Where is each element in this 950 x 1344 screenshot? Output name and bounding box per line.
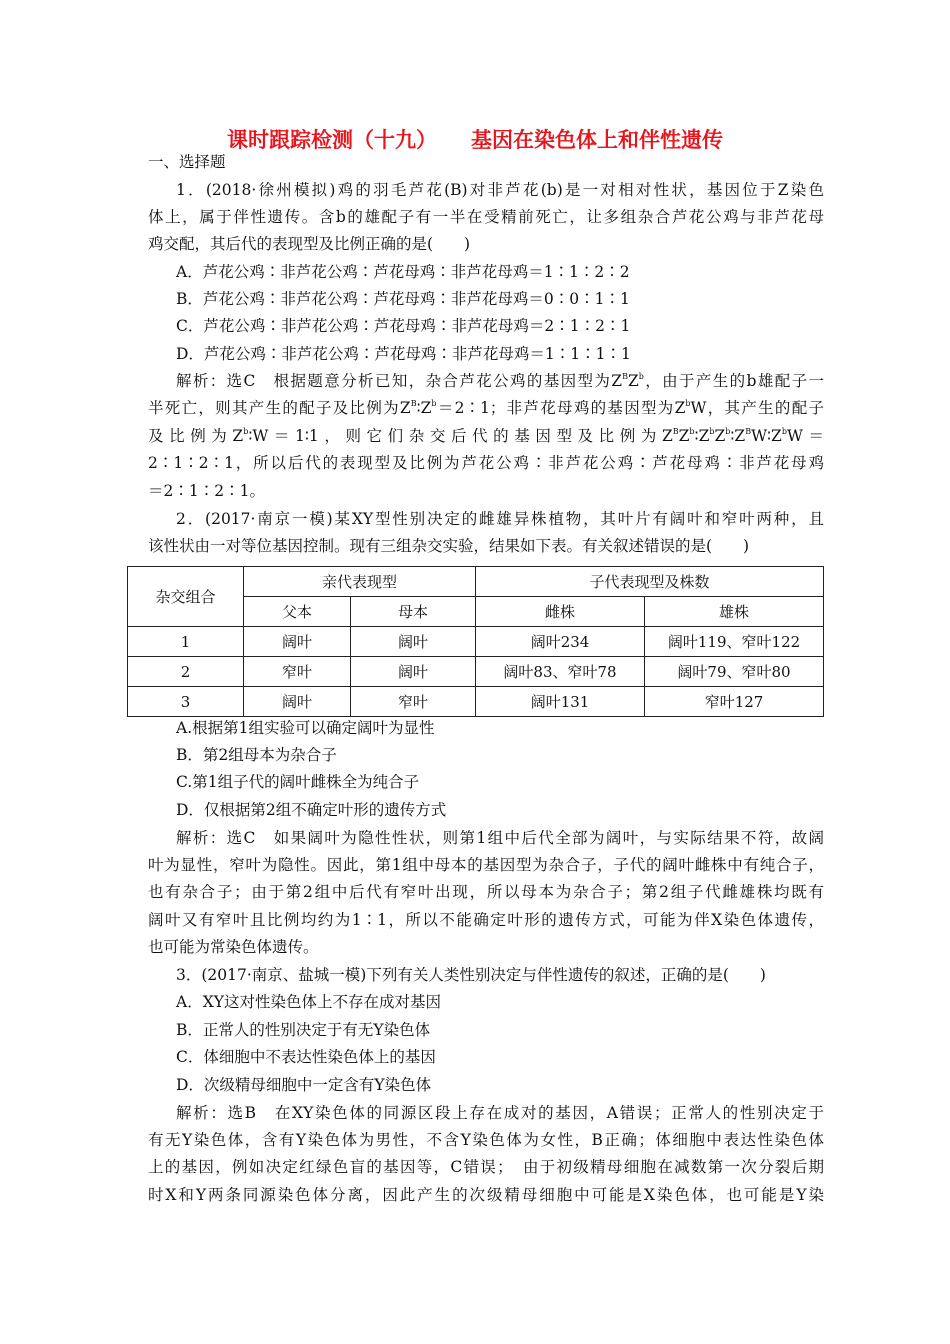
table-header-offspring: 子代表现型及株数 <box>476 567 824 597</box>
page-title <box>0 124 950 154</box>
q2-analysis-line: 阔叶又有窄叶且比例均约为1∶1，所以不能确定叶形的遗传方式，可能为伴X染色体遗传， <box>148 911 824 929</box>
q1-option-d: D．芦花公鸡∶非芦花公鸡∶芦花母鸡∶非芦花母鸡＝1∶1∶1∶1 <box>176 345 631 363</box>
table-cell: 阔叶131 <box>476 687 645 717</box>
table-header-female: 雌株 <box>476 597 645 627</box>
table-cell: 阔叶 <box>244 627 351 657</box>
q3-option-c: C．体细胞中不表达性染色体上的基因 <box>176 1048 436 1066</box>
table-cell: 阔叶 <box>351 627 476 657</box>
q2-option-c: C.第1组子代的阔叶雌株全为纯合子 <box>176 773 420 791</box>
table-cell: 窄叶127 <box>645 687 824 717</box>
title-main: 课时跟踪检测（十九） <box>227 128 437 152</box>
table-cell: 阔叶 <box>351 657 476 687</box>
table-cell: 1 <box>128 627 244 657</box>
q3-option-d: D．次级精母细胞中一定含有Y染色体 <box>176 1076 432 1094</box>
table-row <box>128 687 824 717</box>
table-cell: 阔叶83、窄叶78 <box>476 657 645 687</box>
q1-option-b: B．芦花公鸡∶非芦花公鸡∶芦花母鸡∶非芦花母鸡＝0∶0∶1∶1 <box>176 290 630 308</box>
q3-option-a: A．XY这对性染色体上不存在成对基因 <box>176 993 441 1011</box>
q3-analysis-line: 时X和Y两条同源染色体分离，因此产生的次级精母细胞中可能是X染色体，也可能是Y染 <box>148 1186 824 1204</box>
q1-option-c: C．芦花公鸡∶非芦花公鸡∶芦花母鸡∶非芦花母鸡＝2∶1∶2∶1 <box>176 317 631 335</box>
q1-analysis-line: 解析：选C 根据题意分析已知，杂合芦花公鸡的基因型为$Z^BZ^b$，由于产生的b雄配子一 <box>176 372 824 390</box>
table-cell: 3 <box>128 687 244 717</box>
q1-option-a: A．芦花公鸡∶非芦花公鸡∶芦花母鸡∶非芦花母鸡＝1∶1∶2∶2 <box>176 263 630 281</box>
q1-stem-line: 1．(2018·徐州模拟)鸡的羽毛芦花(B)对非芦花(b)是一对相对性状，基因位于Z染色 <box>176 181 824 199</box>
cross-results-table <box>127 566 824 717</box>
q2-stem-line: 该性状由一对等位基因控制。现有三组杂交实验，结果如下表。有关叙述错误的是( ) <box>148 537 750 555</box>
q2-analysis-line: 也可能为常染色体遗传。 <box>148 938 319 956</box>
q3-analysis-line: 上的基因，例如决定红绿色盲的基因等，C错误； 由于初级精母细胞在减数第一次分裂后期 <box>148 1158 824 1176</box>
q2-analysis-line: 也有杂合子；由于第2组中后代有窄叶出现，所以母本为杂合子；第2组子代雌雄株均既有 <box>148 883 824 901</box>
q1-analysis-line: 及比例为$Z^b∶W=1∶1$，则它们杂交后代的基因型及比例为$Z^BZ^b∶Z^bZ^b∶Z^BW∶Z^bW=$ <box>148 427 825 445</box>
q1-analysis-line: 半死亡，则其产生的配子及比例为$Z^B∶Z^b=2∶1$；非芦花母鸡的基因型为$Z^bW$，其产生的配子 <box>148 399 824 417</box>
q3-analysis-line: 有无Y染色体，含有Y染色体为男性，不含Y染色体为女性，B正确；体细胞中表达性染色体 <box>148 1131 824 1149</box>
table-header-father: 父本 <box>244 597 351 627</box>
q2-analysis-line: 解析：选C 如果阔叶为隐性性状，则第1组中后代全部为阔叶，与实际结果不符，故阔 <box>176 829 824 847</box>
table-cell: 2 <box>128 657 244 687</box>
table-cell: 阔叶79、窄叶80 <box>645 657 824 687</box>
table-cell: 阔叶119、窄叶122 <box>645 627 824 657</box>
table-header-mother: 母本 <box>351 597 476 627</box>
q2-stem-line: 2．(2017·南京一模)某XY型性别决定的雌雄异株植物，其叶片有阔叶和窄叶两种，且 <box>176 510 824 528</box>
q1-stem-line: 体上，属于伴性遗传。含b的雄配子有一半在受精前死亡，让多组杂合芦花公鸡与非芦花母 <box>148 208 824 226</box>
table-cell: 窄叶 <box>351 687 476 717</box>
q1-analysis-line: 2∶1∶2∶1，所以后代的表现型及比例为芦花公鸡∶非芦花公鸡∶芦花母鸡∶非芦花母鸡 <box>148 454 824 472</box>
q1-stem-line: 鸡交配，其后代的表现型及比例正确的是( ) <box>148 235 471 253</box>
table-cell: 阔叶 <box>244 687 351 717</box>
table-cell: 阔叶234 <box>476 627 645 657</box>
section-heading: 一、选择题 <box>148 153 226 171</box>
q3-stem-line: 3．(2017·南京、盐城一模)下列有关人类性别决定与伴性遗传的叙述，正确的是( ) <box>176 966 766 984</box>
title-sub: 基因在染色体上和伴性遗传 <box>471 128 723 152</box>
table-header-parent: 亲代表现型 <box>244 567 476 597</box>
q3-analysis-line: 解析：选B 在XY染色体的同源区段上存在成对的基因，A错误；正常人的性别决定于 <box>176 1104 824 1122</box>
q2-option-b: B．第2组母本为杂合子 <box>176 746 337 764</box>
table-header-male: 雄株 <box>645 597 824 627</box>
table-cell: 窄叶 <box>244 657 351 687</box>
q2-option-a: A.根据第1组实验可以确定阔叶为显性 <box>176 719 435 737</box>
table-row <box>128 657 824 687</box>
q3-option-b: B．正常人的性别决定于有无Y染色体 <box>176 1021 431 1039</box>
q1-analysis-line: ＝2∶1∶2∶1。 <box>148 482 265 500</box>
table-row <box>128 627 824 657</box>
table-header-group: 杂交组合 <box>128 567 244 627</box>
q2-analysis-line: 叶为显性，窄叶为隐性。因此，第1组中母本的基因型为杂合子，子代的阔叶雌株中有纯合子， <box>148 856 824 874</box>
q2-option-d: D．仅根据第2组不确定叶形的遗传方式 <box>176 801 447 819</box>
